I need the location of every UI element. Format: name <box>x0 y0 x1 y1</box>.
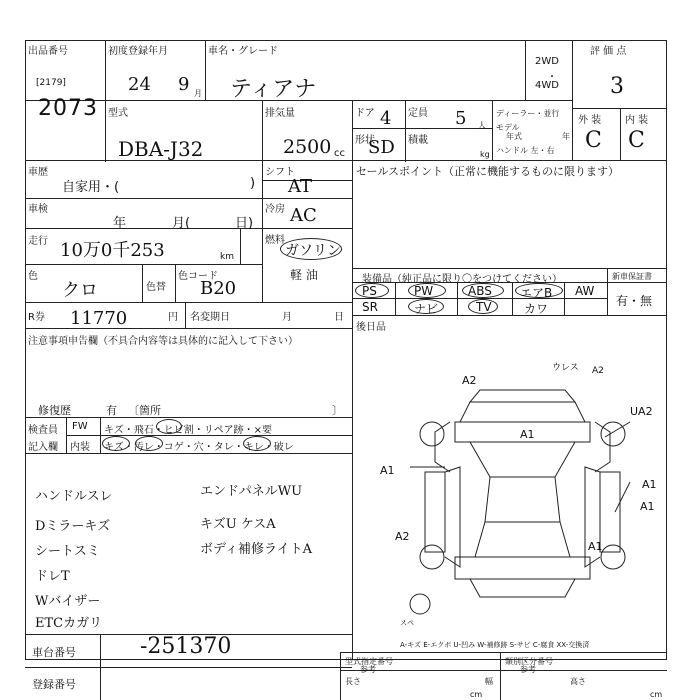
repair-value: 有 <box>106 404 117 417</box>
equip-tv: TV <box>476 300 492 314</box>
scratch-circle <box>102 436 130 451</box>
capacity-value: 5 <box>455 108 467 129</box>
ac-value: AC <box>290 205 317 226</box>
first-reg-label: 初度登録年月 <box>108 46 168 57</box>
width-label: 幅 <box>485 677 493 686</box>
door-value: 4 <box>380 108 392 129</box>
fuel-label: 燃料 <box>265 235 285 246</box>
history-label: 車歴 <box>28 167 48 178</box>
note-4: ドレT <box>35 569 70 584</box>
mark-left2: A2 <box>395 530 410 543</box>
score-label: 評 価 点 <box>590 46 627 57</box>
equip-aw: AW <box>575 284 595 298</box>
note-6: ETCカガリ <box>35 616 103 631</box>
note-right-3: ボディ補修ライトA <box>200 542 312 557</box>
sales-point-label: セールスポイント（正常に機能するものに限ります） <box>356 165 620 178</box>
abs-circle <box>462 283 504 298</box>
pw-circle <box>408 283 446 298</box>
note-1: ハンドルスレ <box>35 489 113 504</box>
mark-top-right1: ウレス <box>552 363 579 373</box>
class-number-label: 類別区分番号 <box>505 657 553 666</box>
inspector-label: 検査員 <box>28 425 58 436</box>
mark-bottom-small: スペ <box>400 619 414 627</box>
model-year-unit: 年 <box>562 132 570 141</box>
carname-value: ティアナ <box>230 77 317 102</box>
note-right-1: エンドパネルWU <box>200 484 303 499</box>
mark-right3: A1 <box>640 500 655 513</box>
lot-number: 2073 <box>38 96 98 121</box>
equip-abs: ABS <box>468 284 492 298</box>
dealer-label: ディーラー・並行 <box>496 109 560 118</box>
notes-label: 注意事項申告欄（不具合内容等は具体的に記入して下さい） <box>28 336 298 347</box>
ps-circle <box>355 283 389 298</box>
fuel-circle <box>280 238 342 260</box>
note-right-2: キズU ケスA <box>200 517 276 532</box>
fw-label: FW <box>72 421 88 432</box>
shift-value: AT <box>288 176 313 197</box>
km-unit: km <box>220 252 234 262</box>
tv-circle <box>468 299 498 314</box>
model-value: DBA-J32 <box>118 137 204 161</box>
equip-leather: カワ <box>524 302 549 316</box>
exterior-value: C <box>585 128 602 153</box>
new-car-value: 有・無 <box>616 294 653 308</box>
inspection-month: 月( <box>172 216 191 231</box>
sag-circle <box>243 436 271 451</box>
mark-center: A1 <box>520 428 535 441</box>
recycle-value: 11770 <box>70 308 128 329</box>
door-label: ドア <box>355 108 375 119</box>
fw-items: キズ・飛石・ヒビ割・リペア跡・×要 <box>104 425 272 436</box>
repair-bracket: 〔箇所 <box>128 404 161 417</box>
stain-circle <box>135 436 163 451</box>
recycle-yen: 円 <box>168 312 178 323</box>
model-label: 型式 <box>108 108 128 119</box>
model-year-label: モデル <box>496 123 520 132</box>
cm-unit-1: cm <box>470 690 483 699</box>
airbag-circle <box>515 283 563 298</box>
fuel-value-gasoline: ガソリン <box>285 243 341 259</box>
note-2: Dミラーキズ <box>35 519 111 534</box>
color-code-value: B20 <box>200 278 237 299</box>
load-label: 積載 <box>408 135 428 146</box>
month-unit: 月 <box>194 89 202 98</box>
body-label: 形状 <box>355 135 375 146</box>
mark-top-left: A2 <box>462 374 477 387</box>
equip-pw: PW <box>414 284 434 298</box>
interior-box-label: 内装 <box>70 442 90 453</box>
mark-top-right2: A2 <box>592 366 604 376</box>
recycle-label: R券 <box>28 312 45 323</box>
repair-label: 修復歴 <box>38 404 71 417</box>
carname-label: 車名・グレード <box>208 46 278 57</box>
usage-value: 自家用・( <box>62 180 120 195</box>
shift-label: シフト <box>265 167 295 178</box>
chip-circle <box>156 419 182 434</box>
displacement-value: 2500 <box>283 136 332 158</box>
fuel-value-diesel: 軽 油 <box>290 268 318 282</box>
color-code-label: 色コード <box>178 271 218 282</box>
rename-month: 月 <box>282 312 292 323</box>
equip-sr: SR <box>362 300 378 314</box>
mark-bottom: A1 <box>588 540 603 553</box>
damage-legend: A-キズ E-エクボ U-凹み W-補修跡 S-サビ C-腐食 XX-交換済 <box>400 641 590 649</box>
reg-month: 9 <box>178 74 190 95</box>
height-label: 高さ <box>570 677 586 686</box>
ref-note-1: 参考 <box>360 665 376 674</box>
mileage-value: 10万0千253 <box>60 240 165 261</box>
color-label: 色 <box>28 271 38 282</box>
delivery-label: 後日品 <box>356 322 386 333</box>
reg-year: 24 <box>128 74 151 95</box>
interior-value: C <box>628 128 645 153</box>
model-year-label2: 年式 <box>506 132 522 141</box>
length-label: 長さ <box>345 677 361 686</box>
chassis-label: 車台番号 <box>32 646 76 659</box>
new-car-label: 新車保証書 <box>612 272 652 281</box>
inspection-day: 日) <box>235 216 254 231</box>
body-value: SD <box>368 137 395 158</box>
mileage-label: 走行 <box>28 236 48 247</box>
equip-airbag: エアB <box>520 286 553 300</box>
mark-right2: A1 <box>642 478 657 491</box>
score-value: 3 <box>610 74 624 99</box>
navi-circle <box>408 299 444 314</box>
chassis-value: -251370 <box>140 634 232 659</box>
lot-ref: [2179] <box>36 78 66 88</box>
handle-label: ハンドル 左・右 <box>496 146 555 155</box>
drive-4wd: 4WD <box>535 80 559 91</box>
ref-note-2: 参考 <box>520 665 536 674</box>
note-3: シートスミ <box>35 544 100 559</box>
displacement-label: 排気量 <box>265 108 295 119</box>
mark-right1: UA2 <box>630 405 653 418</box>
cm-unit-2: cm <box>650 690 663 699</box>
color-count-label: 色替 <box>146 282 166 293</box>
mark-left: A1 <box>380 464 395 477</box>
color-value: クロ <box>62 280 98 301</box>
inspector-label2: 記入欄 <box>28 442 58 453</box>
drive-2wd: 2WD <box>535 56 559 67</box>
inspection-year: 年 <box>113 216 127 231</box>
reg-number-label: 登録番号 <box>32 678 76 691</box>
rename-day: 日 <box>334 312 344 323</box>
person-unit: 人 <box>478 121 486 130</box>
note-5: Wバイザー <box>35 594 101 609</box>
drive-dot: ・ <box>547 72 557 83</box>
type-designation-label: 型式指定番号 <box>345 657 393 666</box>
interior-label: 内 装 <box>625 115 649 126</box>
exterior-label: 外 装 <box>578 115 602 126</box>
repair-close: 〕 <box>332 404 343 417</box>
equip-navi: ナビ <box>414 302 439 316</box>
lot-label: 出品番号 <box>28 46 68 57</box>
car-diagram <box>400 372 645 622</box>
inspection-label: 車検 <box>28 204 48 215</box>
ac-label: 冷房 <box>265 204 285 215</box>
usage-close: ) <box>250 176 256 191</box>
cc-unit: cc <box>334 148 345 159</box>
rename-label: 名変期日 <box>190 312 230 323</box>
kg-unit: kg <box>480 150 490 159</box>
equipment-label: 装備品（純正品に限り〇をつけてください） <box>362 274 562 285</box>
interior-items: キズ・汚レ・コゲ・穴・タレ・キレ・破レ <box>104 442 294 453</box>
capacity-label: 定員 <box>408 108 428 119</box>
equip-ps: PS <box>362 284 377 298</box>
